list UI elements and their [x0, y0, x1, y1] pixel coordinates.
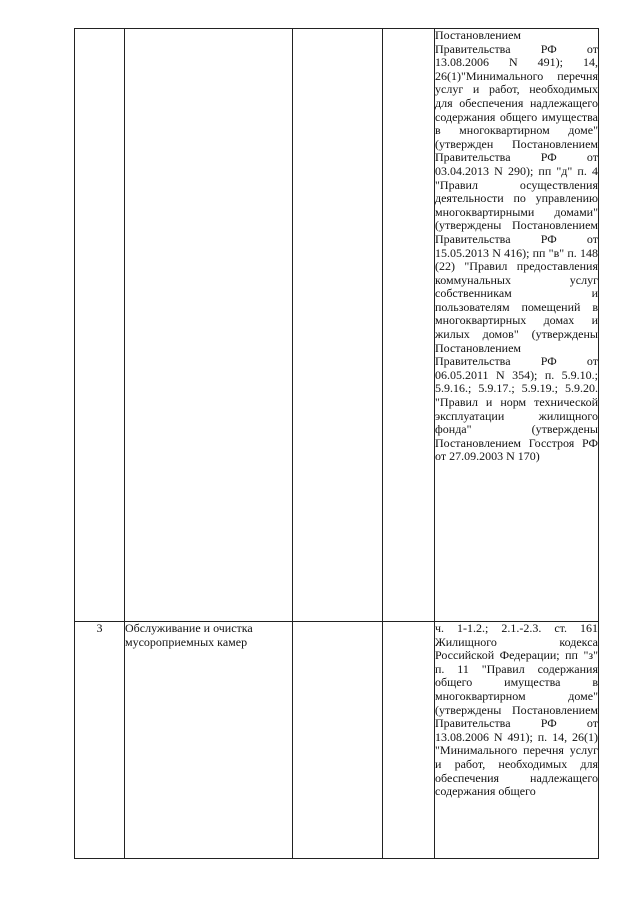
service-name-cell: Обслуживание и очистка мусороприемных камер: [125, 622, 293, 859]
legal-basis-cell: ч. 1-1.2.; 2.1.-2.3. ст. 161 Жилищного кодекса Российской Федерации; пп "з" п. 11 "Правил содержания общего имущества в многоквартирном доме" (утверждены Постановлением Правительства РФ от 13.08.2006 N 491); п. 14, 26(1) "Минимального перечня услуг и работ, необходимых для обеспечения надлежащего содержания общего: [435, 622, 599, 859]
table-row: [75, 622, 599, 859]
row-number-cell: [75, 29, 125, 622]
empty-cell: [293, 29, 383, 622]
empty-cell: [383, 622, 435, 859]
legal-basis-cell: Постановлением Правительства РФ от 13.08.2006 N 491); 14, 26(1)"Минимального перечня услуг и работ, необходимых для обеспечения надлежащего содержания общего имущества в многоквартирном доме" (утвержден Постановлением Правительства РФ от 03.04.2013 N 290); пп "д" п. 4 "Правил осуществления деятельности по управлению многоквартирными домами" (утверждены Постановлением Правительства РФ от 15.05.2013 N 416); пп "в" п. 148 (22) "Правил предоставления коммунальных услуг собственникам и пользователям помещений в многоквартирных домах и жилых домов" (утверждены Постановлением Правительства РФ от 06.05.2011 N 354); п. 5.9.10.; 5.9.16.; 5.9.17.; 5.9.19.; 5.9.20. "Правил и норм технической эксплуатации жилищного фонда" (утверждены Постановлением Госстроя РФ от 27.09.2003 N 170): [435, 29, 599, 622]
empty-cell: [293, 622, 383, 859]
empty-cell: [383, 29, 435, 622]
service-name-cell: [125, 29, 293, 622]
table-row: [75, 29, 599, 622]
services-table: [74, 28, 599, 859]
row-number-cell: 3: [75, 622, 125, 859]
